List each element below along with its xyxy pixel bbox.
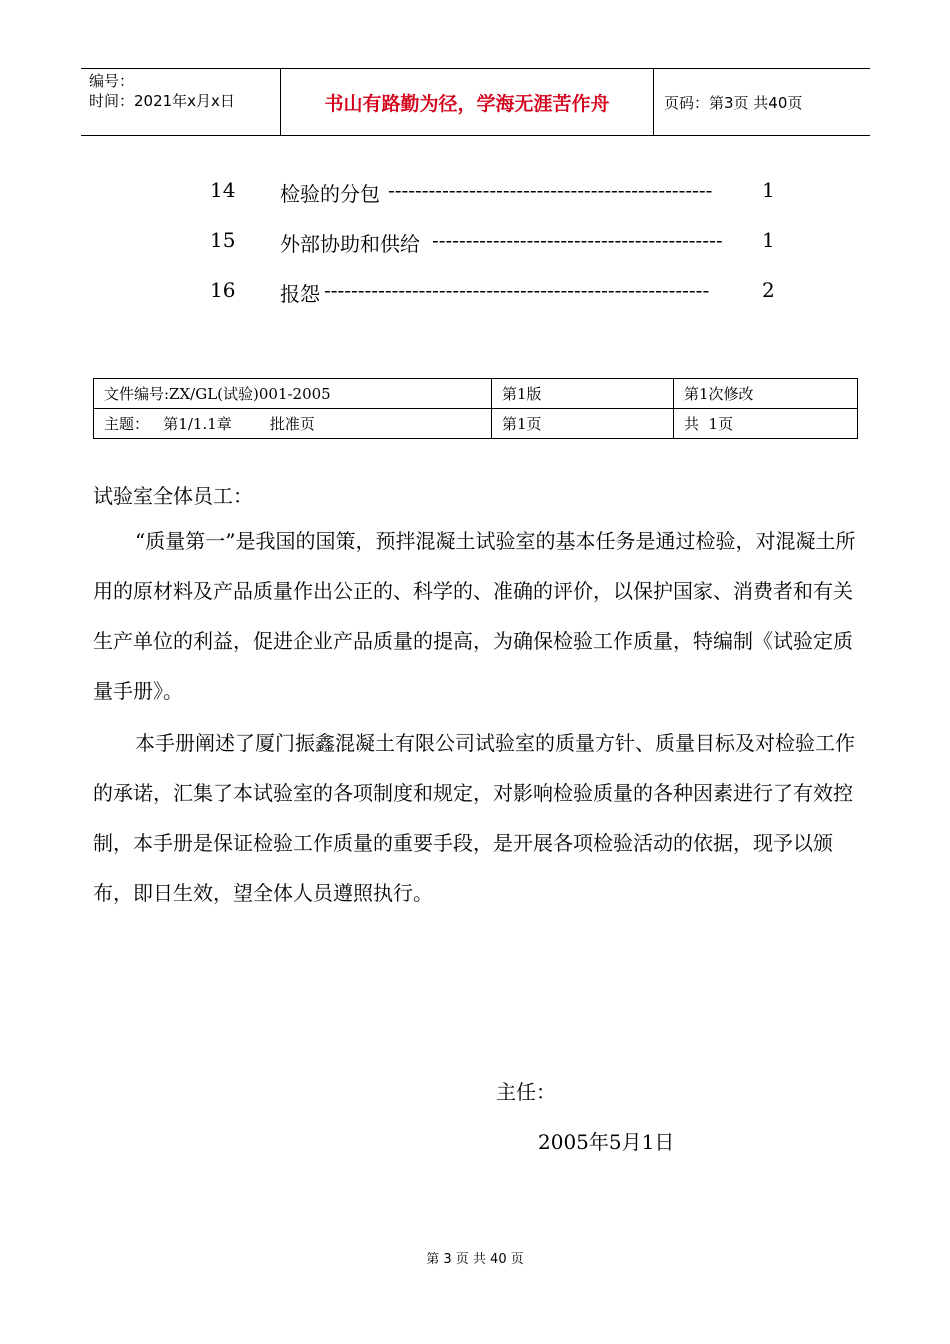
toc-item-page: 1 bbox=[762, 178, 775, 202]
toc-item bbox=[210, 228, 810, 258]
subject-cell: 主题： 第1/1.1章 批准页 bbox=[94, 409, 492, 439]
toc-item-leader: ------------------------------------------- bbox=[432, 228, 723, 252]
version-cell: 第1版 bbox=[492, 379, 674, 409]
toc-item-leader: ------------------------------------------------ bbox=[388, 178, 713, 202]
toc-item-title: 报怨 bbox=[280, 282, 320, 306]
table-row bbox=[94, 379, 858, 409]
time-label: 时间：2021年x月x日 bbox=[89, 92, 235, 110]
doc-number-cell: 文件编号:ZX/GL(试验)001-2005 bbox=[94, 379, 492, 409]
header-meta bbox=[81, 69, 281, 135]
toc-item-leader: --------------------------------------------------------- bbox=[324, 278, 710, 302]
toc-item bbox=[210, 278, 810, 308]
code-label: 编号： bbox=[89, 72, 135, 90]
toc-item-page: 2 bbox=[762, 278, 775, 302]
body-paragraph-2: 本手册阐述了厦门振鑫混凝土有限公司试验室的质量方针、质量目标及对检验工作的承诺，汇集了本试验室的各项制度和规定，对影响检验质量的各种因素进行了有效控制，本手册是保证检验工作质量的重要手段，是开展各项检验活动的依据，现予以颁布，即日生效，望全体人员遵照执行。 bbox=[93, 731, 855, 905]
toc-item-number: 14 bbox=[210, 178, 236, 202]
page-header bbox=[81, 68, 870, 136]
director-label: 主任： bbox=[496, 1080, 556, 1104]
document-info-table bbox=[93, 378, 858, 439]
toc-item-page: 1 bbox=[762, 228, 775, 252]
body-paragraph-1: “质量第一”是我国的国策，预拌混凝土试验室的基本任务是通过检验，对混凝土所用的原材料及产品质量作出公正的、科学的、准确的评价，以保护国家、消费者和有关生产单位的利益，促进企业产品质量的提高，为确保检验工作质量，特编制《试验定质量手册》。 bbox=[93, 529, 856, 703]
header-motto: 书山有路勤为径，学海无涯苦作舟 bbox=[324, 92, 610, 115]
revision-cell: 第1次修改 bbox=[674, 379, 858, 409]
header-motto-cell bbox=[281, 69, 654, 135]
toc-item-number: 15 bbox=[210, 228, 236, 252]
table-row bbox=[94, 409, 858, 439]
toc-item bbox=[210, 178, 810, 208]
header-page-info: 页码：第3页 共40页 bbox=[664, 93, 803, 112]
toc-item-number: 16 bbox=[210, 278, 236, 302]
page-cell: 第1页 bbox=[492, 409, 674, 439]
toc-item-title: 外部协助和供给 bbox=[280, 232, 420, 256]
signature-date: 2005年5月1日 bbox=[538, 1130, 675, 1154]
total-pages-cell: 共 1页 bbox=[674, 409, 858, 439]
toc-item-title: 检验的分包 bbox=[280, 182, 380, 206]
page-footer: 第 3 页 共 40 页 bbox=[426, 1252, 524, 1267]
salutation: 试验室全体员工： bbox=[93, 484, 253, 508]
